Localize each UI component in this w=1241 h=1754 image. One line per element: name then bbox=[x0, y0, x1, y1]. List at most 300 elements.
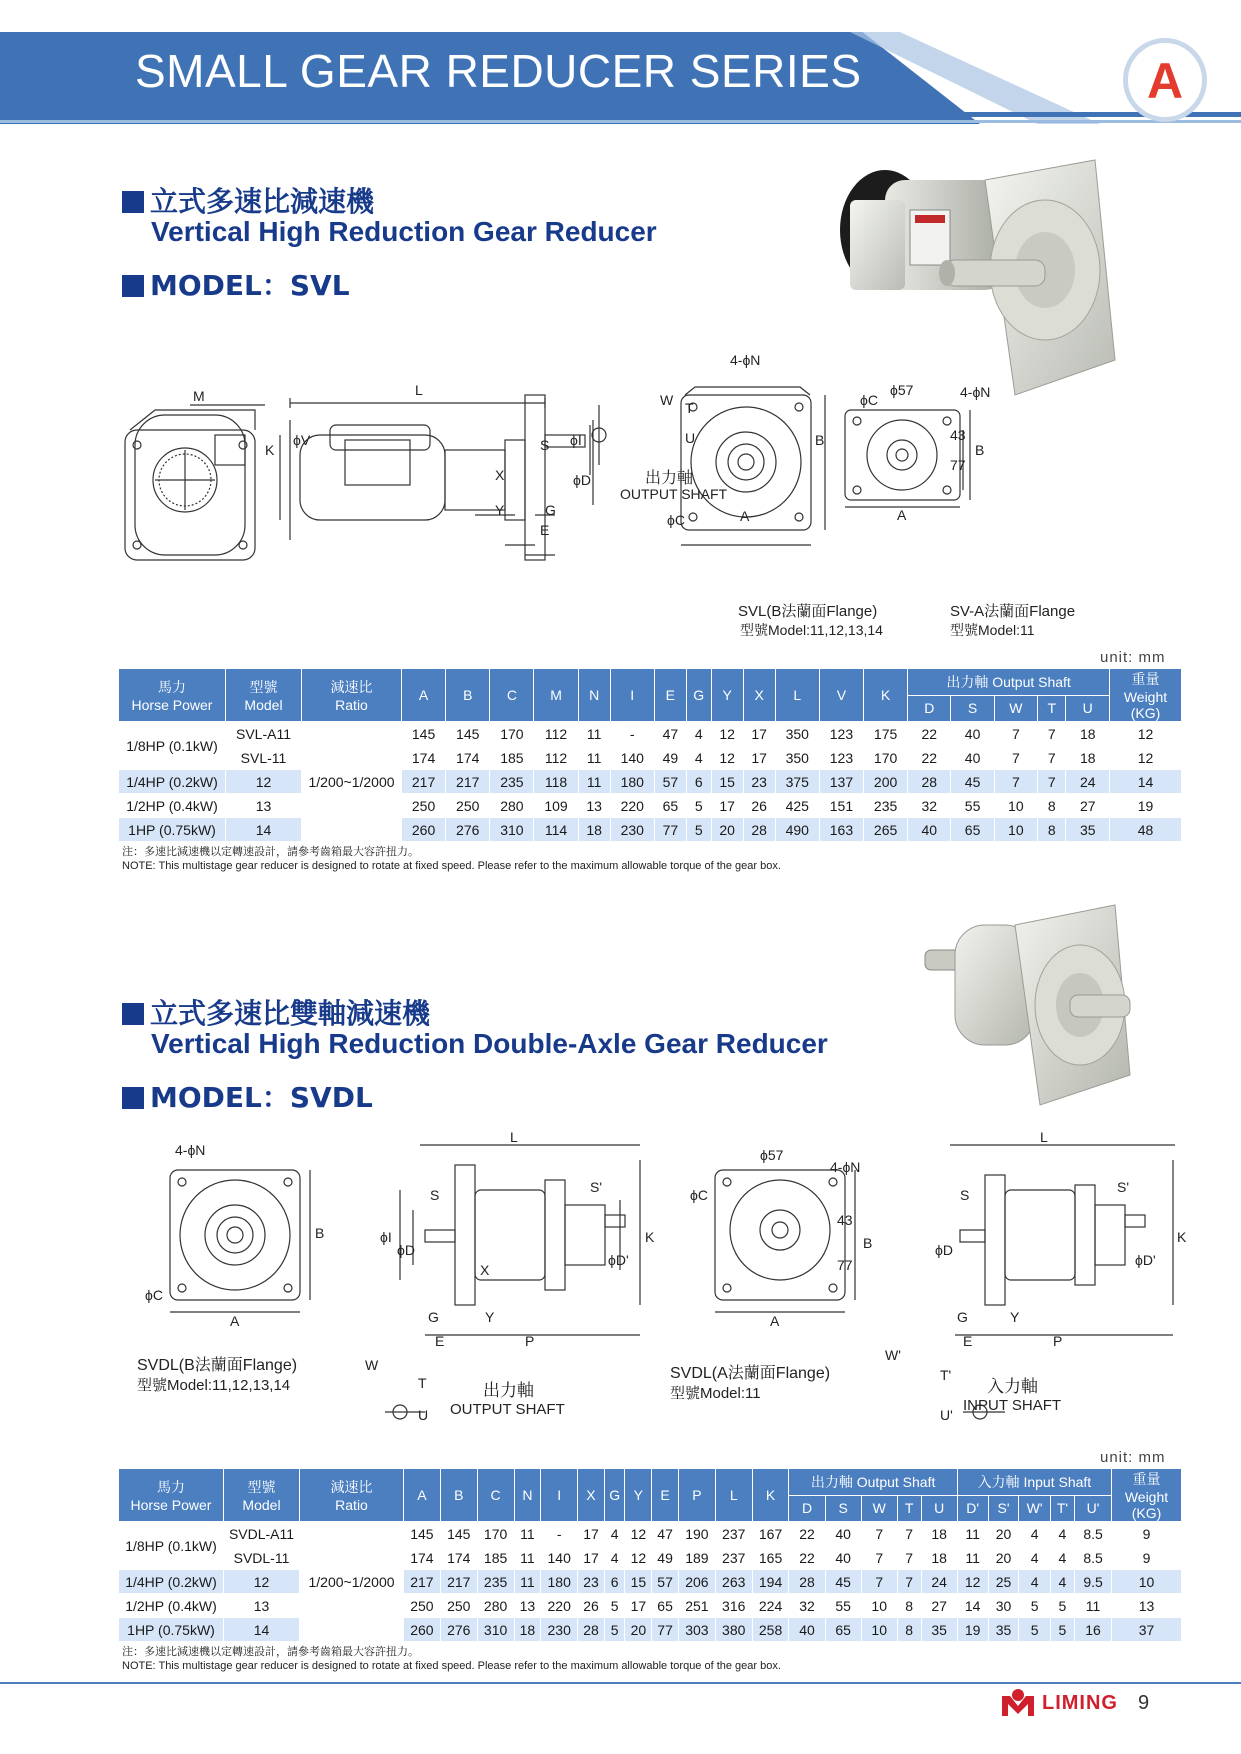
dim-label-s: S bbox=[540, 437, 550, 453]
cell-hp: 1/2HP (0.4kW) bbox=[119, 794, 226, 818]
cell-value: 5 bbox=[686, 794, 711, 818]
unit-label-2: unit: mm bbox=[1100, 1449, 1166, 1466]
cell-model: 14 bbox=[226, 818, 302, 842]
dim2-label-phi57: ϕ57 bbox=[760, 1147, 784, 1163]
dim-label-e: E bbox=[540, 522, 550, 538]
cell-value: 40 bbox=[951, 722, 994, 746]
cell-value: 11 bbox=[957, 1522, 988, 1546]
header-weight: 重量 Weight (KG) bbox=[1110, 669, 1182, 722]
section-badge bbox=[1123, 38, 1207, 122]
cell-value: 11 bbox=[578, 722, 610, 746]
cell-value: 12 bbox=[1110, 746, 1182, 770]
table-row bbox=[119, 746, 1182, 770]
cell-model: SVDL-11 bbox=[224, 1546, 300, 1570]
cell-value: 40 bbox=[825, 1546, 861, 1570]
header-col: C bbox=[477, 1469, 514, 1522]
table-row bbox=[119, 1522, 1182, 1546]
unit-label-1: unit: mm bbox=[1100, 649, 1166, 666]
cell-value: 18 bbox=[1066, 722, 1110, 746]
cell-value: 4 bbox=[686, 722, 711, 746]
section2-title-cn: 立式多速比雙軸減速機 bbox=[122, 992, 430, 1032]
cell-value: 165 bbox=[752, 1546, 789, 1570]
cell-value: 14 bbox=[957, 1594, 988, 1618]
cell-value: 237 bbox=[715, 1546, 752, 1570]
cell-value: 251 bbox=[678, 1594, 715, 1618]
header-col: K bbox=[752, 1469, 789, 1522]
dim2-label-u: U bbox=[418, 1407, 429, 1423]
cell-value: 15 bbox=[625, 1570, 652, 1594]
table-row bbox=[119, 722, 1182, 746]
cell-value: 375 bbox=[775, 770, 819, 794]
cell-value: 7 bbox=[861, 1570, 897, 1594]
dim-label-c: ϕC bbox=[667, 512, 685, 528]
cell-value: 23 bbox=[743, 770, 775, 794]
cell-value: 123 bbox=[819, 746, 863, 770]
table-row bbox=[119, 1594, 1182, 1618]
cell-value: 8 bbox=[897, 1594, 921, 1618]
header-out-col: W bbox=[861, 1495, 897, 1522]
cell-value: 27 bbox=[1066, 794, 1110, 818]
cell-value: 276 bbox=[440, 1618, 477, 1642]
cell-value: 316 bbox=[715, 1594, 752, 1618]
header-in-col: D' bbox=[957, 1495, 988, 1522]
cell-value: 26 bbox=[743, 794, 775, 818]
input-shaft-en: INPUT SHAFT bbox=[963, 1397, 1062, 1414]
cell-value: 5 bbox=[604, 1618, 625, 1642]
header-col: G bbox=[686, 669, 711, 722]
cell-value: 9 bbox=[1112, 1546, 1182, 1570]
dim2-label-w: W bbox=[365, 1357, 379, 1373]
svdl-product-photo bbox=[920, 905, 1140, 1115]
header-ratio: 減速比 Ratio bbox=[300, 1469, 404, 1522]
dim2-label-g-a: G bbox=[957, 1309, 968, 1325]
cell-value: 11 bbox=[578, 746, 610, 770]
cell-hp: 1HP (0.75kW) bbox=[119, 1618, 224, 1642]
dim2-label-y: Y bbox=[485, 1309, 495, 1325]
cell-value: 17 bbox=[743, 722, 775, 746]
cell-value: 185 bbox=[477, 1546, 514, 1570]
cell-value: 250 bbox=[402, 794, 446, 818]
cell-value: 217 bbox=[446, 770, 490, 794]
cell-value: - bbox=[610, 722, 654, 746]
cell-value: 230 bbox=[541, 1618, 578, 1642]
dim2-label-d: ϕD bbox=[397, 1242, 415, 1258]
section-badge-letter: A bbox=[1146, 53, 1184, 109]
cell-value: 27 bbox=[921, 1594, 957, 1618]
table-row bbox=[119, 794, 1182, 818]
cell-value: 4 bbox=[1019, 1522, 1050, 1546]
dim2-label-77: 77 bbox=[837, 1257, 853, 1273]
note-cn: 注：多速比減速機以定轉速設計，請參考齒箱最大容許扭力。 bbox=[122, 846, 419, 858]
cell-value: 7 bbox=[897, 1522, 921, 1546]
cell-value: 20 bbox=[625, 1618, 652, 1642]
cell-ratio: 1/200~1/2000 bbox=[300, 1522, 404, 1642]
cell-value: 220 bbox=[610, 794, 654, 818]
cell-value: 9.5 bbox=[1075, 1570, 1112, 1594]
cell-value: 26 bbox=[578, 1594, 605, 1618]
cell-value: 19 bbox=[1110, 794, 1182, 818]
bullet-square-icon bbox=[122, 1087, 144, 1109]
header-col: C bbox=[490, 669, 534, 722]
section2-model: MODEL：SVDL bbox=[122, 1076, 373, 1116]
cell-value: 20 bbox=[711, 818, 743, 842]
section1-model: MODEL：SVL bbox=[122, 264, 350, 304]
cell-value: 145 bbox=[440, 1522, 477, 1546]
cell-value: 112 bbox=[534, 722, 578, 746]
cell-value: 10 bbox=[994, 818, 1037, 842]
cell-value: 17 bbox=[578, 1522, 605, 1546]
cell-value: 4 bbox=[1050, 1570, 1074, 1594]
cell-value: - bbox=[541, 1522, 578, 1546]
cell-value: 5 bbox=[1019, 1618, 1050, 1642]
cell-value: 11 bbox=[514, 1546, 541, 1570]
cell-value: 40 bbox=[951, 746, 994, 770]
cell-value: 11 bbox=[957, 1546, 988, 1570]
output-shaft-cn: 出力軸 bbox=[645, 470, 694, 487]
cell-value: 13 bbox=[514, 1594, 541, 1618]
cell-value: 170 bbox=[490, 722, 534, 746]
cell-value: 206 bbox=[678, 1570, 715, 1594]
cell-value: 5 bbox=[1050, 1594, 1074, 1618]
cell-value: 185 bbox=[490, 746, 534, 770]
cell-value: 17 bbox=[625, 1594, 652, 1618]
svdl-note bbox=[122, 1645, 781, 1673]
cell-value: 7 bbox=[994, 770, 1037, 794]
dim2-label-a: A bbox=[230, 1313, 240, 1329]
cell-value: 280 bbox=[477, 1594, 514, 1618]
dim2-label-d2: ϕD' bbox=[608, 1252, 629, 1268]
cell-value: 250 bbox=[446, 794, 490, 818]
output-shaft2-cn: 出力軸 bbox=[483, 1381, 534, 1400]
cell-value: 145 bbox=[446, 722, 490, 746]
cell-value: 350 bbox=[775, 722, 819, 746]
header-model: 型號 Model bbox=[224, 1469, 300, 1522]
cell-value: 28 bbox=[908, 770, 951, 794]
cell-value: 17 bbox=[578, 1546, 605, 1570]
header-col: B bbox=[446, 669, 490, 722]
cell-value: 350 bbox=[775, 746, 819, 770]
page-number: 9 bbox=[1138, 1691, 1150, 1714]
cell-value: 4 bbox=[1019, 1546, 1050, 1570]
cell-value: 11 bbox=[514, 1522, 541, 1546]
header-col: A bbox=[402, 669, 446, 722]
dim2-label-x: X bbox=[480, 1262, 490, 1278]
table-row bbox=[119, 818, 1182, 842]
brand-name: LIMING bbox=[1042, 1691, 1118, 1714]
bullet-square-icon bbox=[122, 275, 144, 297]
caption-a-flange: SV-A法蘭面Flange bbox=[950, 603, 1076, 620]
header-weight: 重量 Weight (KG) bbox=[1112, 1469, 1182, 1522]
svl-product-photo bbox=[825, 160, 1125, 400]
cell-value: 7 bbox=[1037, 746, 1066, 770]
cell-value: 310 bbox=[477, 1618, 514, 1642]
cell-value: 77 bbox=[652, 1618, 679, 1642]
cell-value: 6 bbox=[686, 770, 711, 794]
svdl-spec-table bbox=[118, 1468, 1182, 1642]
dim2-label-l: L bbox=[510, 1129, 518, 1145]
cell-value: 15 bbox=[711, 770, 743, 794]
cell-value: 8.5 bbox=[1075, 1522, 1112, 1546]
cell-value: 230 bbox=[610, 818, 654, 842]
header-col: X bbox=[578, 1469, 605, 1522]
cell-value: 380 bbox=[715, 1618, 752, 1642]
cell-value: 123 bbox=[819, 722, 863, 746]
caption2-b-flange: SVDL(B法蘭面Flange) bbox=[137, 1357, 298, 1374]
cell-value: 118 bbox=[534, 770, 578, 794]
cell-value: 10 bbox=[861, 1618, 897, 1642]
cell-value: 40 bbox=[825, 1522, 861, 1546]
dim-label-y: Y bbox=[495, 502, 505, 518]
cell-value: 260 bbox=[404, 1618, 441, 1642]
cell-value: 28 bbox=[743, 818, 775, 842]
cell-value: 18 bbox=[514, 1618, 541, 1642]
cell-value: 7 bbox=[861, 1546, 897, 1570]
cell-value: 7 bbox=[1037, 722, 1066, 746]
dim2-label-4n-a: 4-ϕN bbox=[830, 1159, 861, 1175]
cell-value: 12 bbox=[1110, 722, 1182, 746]
cell-value: 47 bbox=[654, 722, 686, 746]
dim-label-77: 77 bbox=[950, 457, 966, 473]
cell-value: 57 bbox=[652, 1570, 679, 1594]
dim-label-i: ϕI bbox=[570, 432, 582, 448]
header-col: A bbox=[404, 1469, 441, 1522]
liming-logo-icon bbox=[1000, 1688, 1036, 1718]
output-shaft-en: OUTPUT SHAFT bbox=[620, 486, 728, 502]
header-col: I bbox=[610, 669, 654, 722]
cell-value: 14 bbox=[1110, 770, 1182, 794]
cell-value: 145 bbox=[402, 722, 446, 746]
header-out-col: S bbox=[825, 1495, 861, 1522]
cell-value: 7 bbox=[994, 722, 1037, 746]
cell-value: 20 bbox=[988, 1546, 1019, 1570]
header-stripe-light bbox=[0, 120, 1241, 123]
header-col: L bbox=[775, 669, 819, 722]
cell-value: 35 bbox=[921, 1618, 957, 1642]
section1-title-cn: 立式多速比減速機 bbox=[122, 180, 374, 220]
dim2-label-k: K bbox=[645, 1229, 655, 1245]
dim-label-b: B bbox=[815, 432, 825, 448]
dim2-label-c: ϕC bbox=[145, 1287, 163, 1303]
cell-value: 28 bbox=[578, 1618, 605, 1642]
cell-model: SVL-11 bbox=[226, 746, 302, 770]
cell-value: 28 bbox=[789, 1570, 825, 1594]
cell-value: 47 bbox=[652, 1522, 679, 1546]
cell-value: 10 bbox=[1112, 1570, 1182, 1594]
output-shaft2-en: OUTPUT SHAFT bbox=[450, 1401, 565, 1418]
cell-value: 4 bbox=[604, 1522, 625, 1546]
cell-value: 5 bbox=[604, 1594, 625, 1618]
cell-model: 13 bbox=[224, 1594, 300, 1618]
caption-b-flange: SVL(B法蘭面Flange) bbox=[738, 603, 878, 620]
table-row bbox=[119, 1546, 1182, 1570]
cell-hp: 1/2HP (0.4kW) bbox=[119, 1594, 224, 1618]
cell-value: 175 bbox=[864, 722, 908, 746]
dim2-label-c-a: ϕC bbox=[690, 1187, 708, 1203]
cell-model: 12 bbox=[224, 1570, 300, 1594]
cell-value: 4 bbox=[1050, 1546, 1074, 1570]
cell-value: 22 bbox=[908, 746, 951, 770]
cell-value: 276 bbox=[446, 818, 490, 842]
cell-value: 6 bbox=[604, 1570, 625, 1594]
cell-value: 490 bbox=[775, 818, 819, 842]
cell-value: 4 bbox=[686, 746, 711, 770]
cell-value: 9 bbox=[1112, 1522, 1182, 1546]
cell-value: 40 bbox=[908, 818, 951, 842]
cell-model: SVL-A11 bbox=[226, 722, 302, 746]
cell-value: 18 bbox=[578, 818, 610, 842]
header-shaft-col: D bbox=[908, 695, 951, 722]
cell-value: 57 bbox=[654, 770, 686, 794]
dim2-label-4n: 4-ϕN bbox=[175, 1142, 206, 1158]
cell-value: 220 bbox=[541, 1594, 578, 1618]
cell-value: 18 bbox=[921, 1522, 957, 1546]
note-cn: 注：多速比減速機以定轉速設計，請參考齒箱最大容許扭力。 bbox=[122, 1646, 419, 1658]
dim2-label-u2: U' bbox=[940, 1407, 953, 1423]
cell-value: 194 bbox=[752, 1570, 789, 1594]
header-col: E bbox=[654, 669, 686, 722]
dim2-label-k-a: K bbox=[1177, 1229, 1187, 1245]
cell-value: 7 bbox=[1037, 770, 1066, 794]
cell-value: 37 bbox=[1112, 1618, 1182, 1642]
header-col: B bbox=[440, 1469, 477, 1522]
cell-value: 8 bbox=[897, 1618, 921, 1642]
cell-value: 250 bbox=[404, 1594, 441, 1618]
cell-value: 174 bbox=[402, 746, 446, 770]
cell-value: 35 bbox=[1066, 818, 1110, 842]
cell-value: 65 bbox=[825, 1618, 861, 1642]
dim-label-x: X bbox=[495, 467, 505, 483]
dim2-label-a-a: A bbox=[770, 1313, 780, 1329]
cell-value: 17 bbox=[711, 794, 743, 818]
cell-value: 45 bbox=[951, 770, 994, 794]
header-stripe bbox=[0, 112, 1241, 117]
cell-value: 163 bbox=[819, 818, 863, 842]
header-col: V bbox=[819, 669, 863, 722]
cell-value: 8.5 bbox=[1075, 1546, 1112, 1570]
cell-value: 49 bbox=[654, 746, 686, 770]
dim-label-b-a: B bbox=[975, 442, 985, 458]
dim2-label-w2: W' bbox=[885, 1347, 901, 1363]
cell-value: 13 bbox=[578, 794, 610, 818]
header-shaft-col: W bbox=[994, 695, 1037, 722]
header-in-col: W' bbox=[1019, 1495, 1050, 1522]
cell-value: 55 bbox=[825, 1594, 861, 1618]
header-col: N bbox=[514, 1469, 541, 1522]
cell-value: 30 bbox=[988, 1594, 1019, 1618]
cell-value: 180 bbox=[610, 770, 654, 794]
dim2-label-s-a: S bbox=[960, 1187, 970, 1203]
dim-label-w: W bbox=[660, 392, 674, 408]
cell-hp: 1HP (0.75kW) bbox=[119, 818, 226, 842]
svdl-table-body bbox=[119, 1522, 1182, 1642]
cell-value: 5 bbox=[1050, 1618, 1074, 1642]
header-input-shaft: 入力軸 Input Shaft bbox=[957, 1469, 1111, 1496]
bullet-square-icon bbox=[122, 1003, 144, 1025]
header-shaft-col: T bbox=[1037, 695, 1066, 722]
table-row bbox=[119, 1618, 1182, 1642]
cell-value: 48 bbox=[1110, 818, 1182, 842]
dim2-label-t: T bbox=[418, 1375, 427, 1391]
dim-label-c-a: ϕC bbox=[860, 392, 878, 408]
cell-value: 12 bbox=[957, 1570, 988, 1594]
dim2-label-b: B bbox=[315, 1225, 325, 1241]
dim2-label-d2-a: ϕD' bbox=[1135, 1252, 1156, 1268]
dim-label-k: K bbox=[265, 442, 275, 458]
cell-value: 5 bbox=[1019, 1594, 1050, 1618]
cell-value: 5 bbox=[686, 818, 711, 842]
header-col: M bbox=[534, 669, 578, 722]
svl-table-body bbox=[119, 722, 1182, 842]
caption-a-model: 型號Model:11 bbox=[950, 622, 1035, 638]
cell-value: 263 bbox=[715, 1570, 752, 1594]
dim2-label-43: 43 bbox=[837, 1212, 853, 1228]
cell-value: 217 bbox=[440, 1570, 477, 1594]
dim-label-t: T bbox=[685, 400, 694, 416]
cell-value: 35 bbox=[988, 1618, 1019, 1642]
header-col: L bbox=[715, 1469, 752, 1522]
dim-label-m: M bbox=[193, 388, 205, 404]
section1-title-en: Vertical High Reduction Gear Reducer bbox=[151, 216, 657, 247]
header-in-col: T' bbox=[1050, 1495, 1074, 1522]
cell-value: 189 bbox=[678, 1546, 715, 1570]
dim2-label-e-a: E bbox=[963, 1333, 973, 1349]
cell-hp: 1/4HP (0.2kW) bbox=[119, 770, 226, 794]
header-col: X bbox=[743, 669, 775, 722]
cell-value: 32 bbox=[789, 1594, 825, 1618]
cell-model: 12 bbox=[226, 770, 302, 794]
dim-label-v: ϕV bbox=[293, 432, 311, 448]
header-col: K bbox=[864, 669, 908, 722]
dim-label-a: A bbox=[740, 508, 750, 524]
cell-value: 65 bbox=[951, 818, 994, 842]
cell-value: 425 bbox=[775, 794, 819, 818]
dim2-label-s2: S' bbox=[590, 1179, 603, 1195]
dim-label-phi57: ϕ57 bbox=[890, 382, 914, 398]
brand-logo bbox=[1000, 1688, 1149, 1718]
cell-value: 237 bbox=[715, 1522, 752, 1546]
header-in-col: U' bbox=[1075, 1495, 1112, 1522]
cell-value: 4 bbox=[1019, 1570, 1050, 1594]
cell-value: 10 bbox=[994, 794, 1037, 818]
cell-value: 25 bbox=[988, 1570, 1019, 1594]
cell-hp: 1/4HP (0.2kW) bbox=[119, 1570, 224, 1594]
cell-value: 174 bbox=[440, 1546, 477, 1570]
header-col: N bbox=[578, 669, 610, 722]
cell-value: 7 bbox=[861, 1522, 897, 1546]
cell-value: 22 bbox=[789, 1546, 825, 1570]
cell-value: 11 bbox=[578, 770, 610, 794]
cell-value: 145 bbox=[404, 1522, 441, 1546]
svl-spec-table bbox=[118, 668, 1182, 842]
cell-value: 7 bbox=[994, 746, 1037, 770]
dim2-label-y-a: Y bbox=[1010, 1309, 1020, 1325]
dim2-label-s: S bbox=[430, 1187, 440, 1203]
cell-value: 22 bbox=[908, 722, 951, 746]
svl-note bbox=[122, 845, 781, 873]
svl-dimension-drawings bbox=[115, 352, 1185, 640]
cell-value: 18 bbox=[1066, 746, 1110, 770]
cell-value: 140 bbox=[610, 746, 654, 770]
cell-value: 265 bbox=[864, 818, 908, 842]
dim2-label-b-a: B bbox=[863, 1235, 873, 1251]
cell-hp: 1/8HP (0.1kW) bbox=[119, 1522, 224, 1570]
cell-value: 112 bbox=[534, 746, 578, 770]
cell-value: 4 bbox=[1050, 1522, 1074, 1546]
header-output-shaft: 出力軸 Output Shaft bbox=[789, 1469, 957, 1496]
dim-label-d: ϕD bbox=[573, 472, 591, 488]
cell-value: 109 bbox=[534, 794, 578, 818]
cell-value: 77 bbox=[654, 818, 686, 842]
